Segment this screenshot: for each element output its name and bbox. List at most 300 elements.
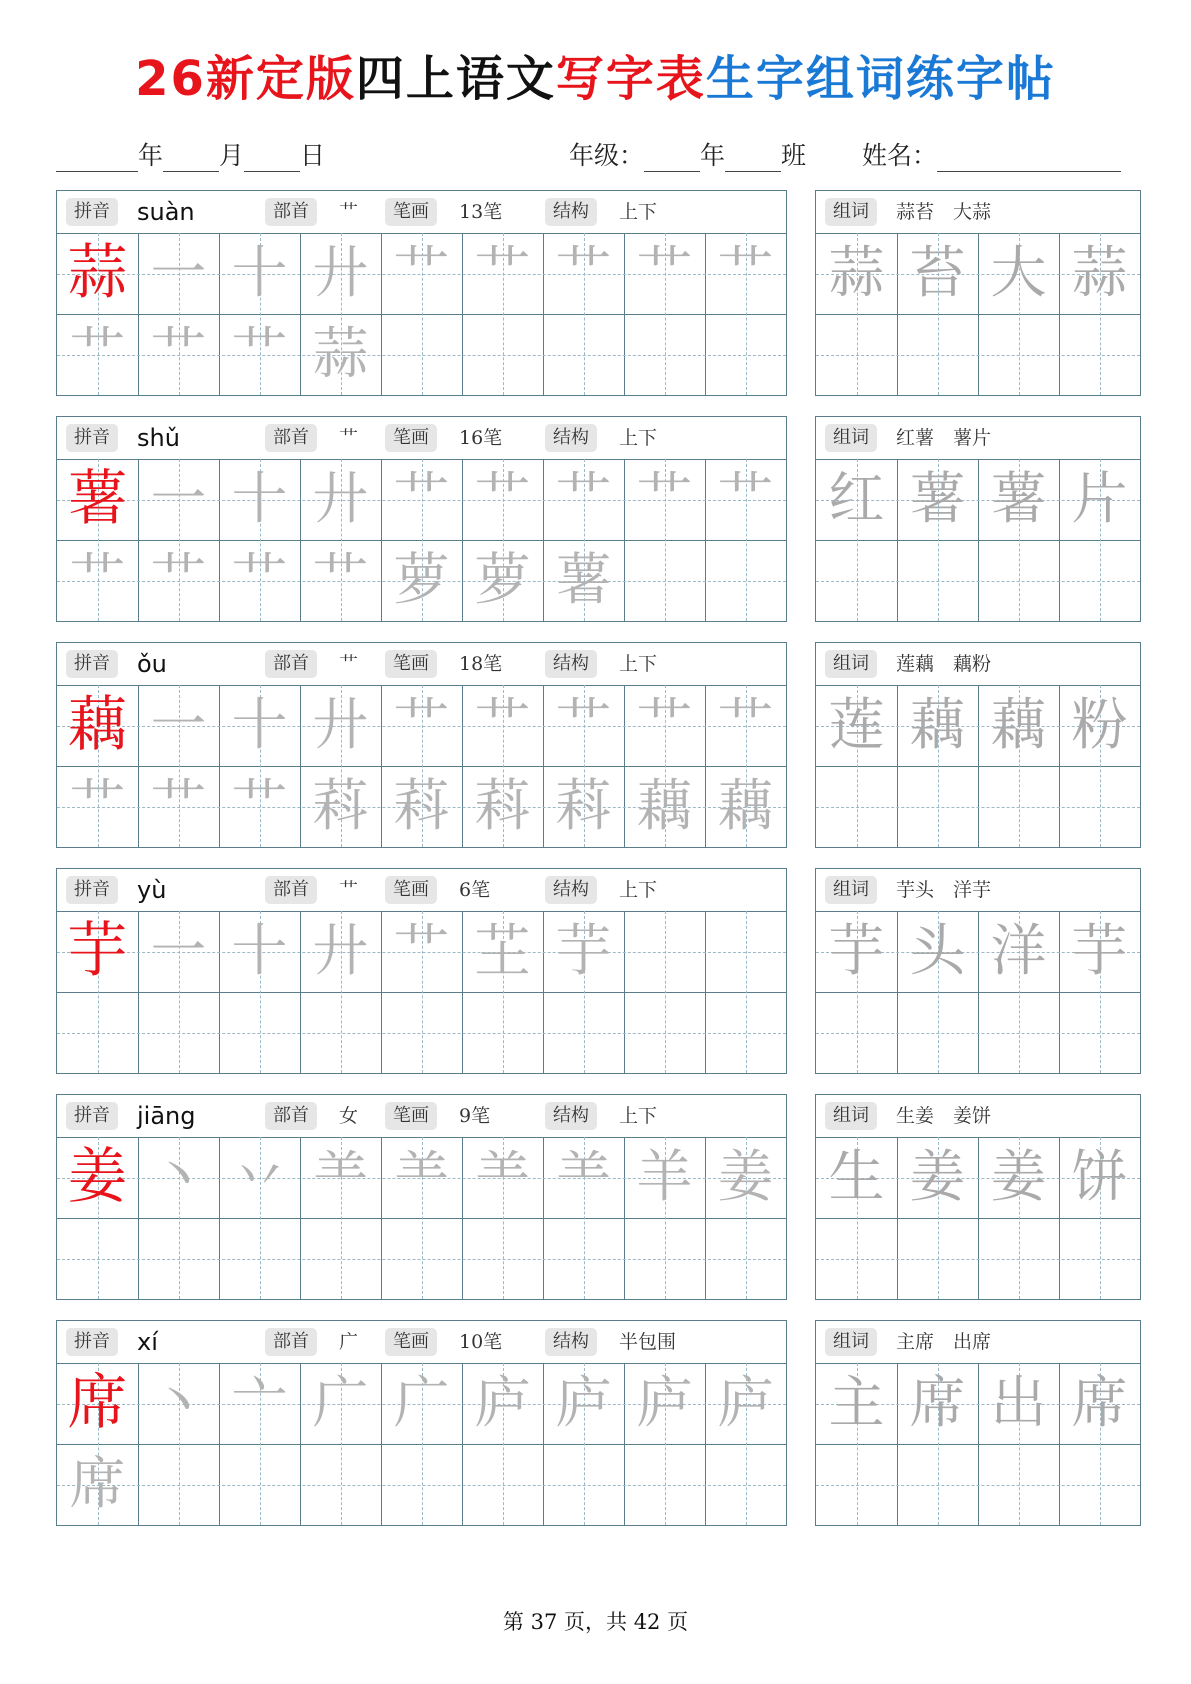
year-blank[interactable] <box>56 145 138 172</box>
stroke-order-block <box>56 642 787 848</box>
current-page: 37 <box>530 1610 558 1634</box>
strokes-value: 6笔 <box>459 879 491 901</box>
model-character: 芋 <box>67 916 128 986</box>
practice-cell[interactable] <box>1059 685 1140 766</box>
practice-cell[interactable] <box>705 233 786 314</box>
month-label: 月 <box>219 141 245 170</box>
words-tag: 组词 <box>825 876 877 904</box>
title-part-3: 写字表 <box>555 51 706 107</box>
practice-cell[interactable] <box>543 685 624 766</box>
radical-value: 广 <box>339 1331 359 1353</box>
stroke-step-character: 姜 <box>717 1145 774 1210</box>
total-pages: 42 <box>633 1610 661 1634</box>
practice-cell[interactable] <box>300 911 381 992</box>
practice-cell[interactable] <box>381 685 462 766</box>
practice-cell[interactable] <box>462 685 543 766</box>
stroke-step-character: 席 <box>69 1452 126 1517</box>
word-trace-character: 藕 <box>990 693 1047 758</box>
practice-cell[interactable] <box>897 1137 978 1218</box>
model-character: 薯 <box>67 464 128 534</box>
structure-value: 上下 <box>619 653 658 675</box>
structure-tag: 结构 <box>545 876 597 904</box>
stroke-order-block <box>56 868 787 1074</box>
grid-line <box>816 1218 1140 1219</box>
radical-value: 女 <box>339 1105 359 1127</box>
word-trace-character: 芋 <box>1071 919 1128 984</box>
practice-cell[interactable] <box>138 766 219 847</box>
practice-cell[interactable] <box>57 459 138 540</box>
structure-value: 上下 <box>619 879 658 901</box>
practice-cell[interactable] <box>57 540 138 621</box>
stroke-step-character: 艹 <box>474 467 531 532</box>
stroke-step-character: 廾 <box>312 467 369 532</box>
practice-cell[interactable] <box>219 314 300 395</box>
word-trace-character: 席 <box>909 1371 966 1436</box>
grade-year-blank[interactable] <box>644 145 700 172</box>
stroke-step-character: ⺷ <box>393 1145 450 1210</box>
practice-cell[interactable] <box>705 459 786 540</box>
stroke-step-character: 薯 <box>555 548 612 613</box>
word-trace-character: 苔 <box>909 241 966 306</box>
pinyin-value: jiāng <box>137 1102 196 1130</box>
practice-cell[interactable] <box>462 911 543 992</box>
stroke-step-character: 蒜 <box>312 322 369 387</box>
name-fields <box>862 136 1121 172</box>
stroke-step-character: 萝 <box>393 548 450 613</box>
stroke-step-character: ⺷ <box>555 1145 612 1210</box>
practice-cell[interactable] <box>705 766 786 847</box>
page-footer <box>0 1606 1191 1636</box>
stroke-step-character: 廾 <box>312 241 369 306</box>
practice-cell[interactable] <box>57 766 138 847</box>
practice-cell[interactable] <box>624 459 705 540</box>
stroke-step-character: 十 <box>231 241 288 306</box>
pinyin-value: xí <box>137 1328 158 1356</box>
strokes-value: 16笔 <box>459 427 503 449</box>
practice-cell[interactable] <box>381 1363 462 1444</box>
stroke-step-character: 芏 <box>474 919 531 984</box>
practice-cell[interactable] <box>816 233 897 314</box>
strokes-value: 18笔 <box>459 653 503 675</box>
model-character: 蒜 <box>67 238 128 308</box>
date-line <box>56 136 1136 172</box>
stroke-step-character: 艹 <box>717 467 774 532</box>
pinyin-value: ǒu <box>137 650 167 678</box>
practice-cell[interactable] <box>381 233 462 314</box>
stroke-step-character: 广 <box>393 1371 450 1436</box>
stroke-step-character: 艹 <box>69 322 126 387</box>
stroke-step-character: 十 <box>231 467 288 532</box>
stroke-step-character: 艹 <box>393 919 450 984</box>
word-trace-character: 大 <box>990 241 1047 306</box>
practice-cell[interactable] <box>381 766 462 847</box>
stroke-step-character: 廾 <box>312 919 369 984</box>
practice-cell[interactable] <box>624 685 705 766</box>
grade-fields <box>569 136 806 172</box>
practice-cell[interactable] <box>462 459 543 540</box>
structure-tag: 结构 <box>545 1328 597 1356</box>
practice-cell[interactable] <box>543 766 624 847</box>
words-value: 红薯 薯片 <box>896 427 992 449</box>
word-block <box>815 1320 1141 1526</box>
guide-line <box>57 1033 786 1034</box>
practice-cell[interactable] <box>219 911 300 992</box>
stroke-step-character: 艹 <box>393 693 450 758</box>
word-trace-character: 席 <box>1071 1371 1128 1436</box>
stroke-step-character: 艹 <box>474 241 531 306</box>
stroke-step-character: 艹 <box>636 467 693 532</box>
pinyin-tag: 拼音 <box>66 876 118 904</box>
practice-cell[interactable] <box>300 459 381 540</box>
grid-line <box>816 1444 1140 1445</box>
stroke-step-character: 羊 <box>636 1145 693 1210</box>
stroke-step-character: 萪 <box>474 774 531 839</box>
word-trace-character: 藕 <box>909 693 966 758</box>
practice-cell[interactable] <box>543 1137 624 1218</box>
radical-tag: 部首 <box>265 1328 317 1356</box>
stroke-step-character: 亠 <box>231 1371 288 1436</box>
practice-cell[interactable] <box>138 314 219 395</box>
grid-line <box>816 540 1140 541</box>
strokes-value: 10笔 <box>459 1331 503 1353</box>
radical-tag: 部首 <box>265 1102 317 1130</box>
practice-cell[interactable] <box>381 1137 462 1218</box>
stroke-step-character: 藕 <box>636 774 693 839</box>
guide-line <box>816 1485 1140 1486</box>
word-trace-character: 薯 <box>990 467 1047 532</box>
stroke-step-character: 廾 <box>312 693 369 758</box>
guide-line <box>665 911 666 1073</box>
stroke-step-character: 萪 <box>555 774 612 839</box>
word-block <box>815 1094 1141 1300</box>
practice-cell[interactable] <box>300 1363 381 1444</box>
stroke-step-character: 艹 <box>231 774 288 839</box>
practice-cell[interactable] <box>543 911 624 992</box>
practice-cell[interactable] <box>978 911 1059 992</box>
title-part-2: 四上语文 <box>355 51 556 107</box>
practice-cell[interactable] <box>462 766 543 847</box>
day-blank[interactable] <box>244 145 300 172</box>
structure-tag: 结构 <box>545 650 597 678</box>
practice-cell[interactable] <box>978 1363 1059 1444</box>
practice-cell[interactable] <box>300 314 381 395</box>
stroke-step-character: 艹 <box>555 693 612 758</box>
practice-cell[interactable] <box>897 459 978 540</box>
practice-cell[interactable] <box>816 459 897 540</box>
practice-cell[interactable] <box>897 685 978 766</box>
word-trace-character: 头 <box>909 919 966 984</box>
stroke-step-character: 一 <box>150 693 207 758</box>
practice-cell[interactable] <box>138 540 219 621</box>
word-trace-character: 出 <box>990 1371 1047 1436</box>
practice-cell[interactable] <box>138 459 219 540</box>
radical-value: 艹 <box>339 653 359 675</box>
pinyin-tag: 拼音 <box>66 1102 118 1130</box>
practice-cell[interactable] <box>219 685 300 766</box>
practice-cell[interactable] <box>978 685 1059 766</box>
word-trace-character: 粉 <box>1071 693 1128 758</box>
stroke-step-character: 艹 <box>150 322 207 387</box>
name-label: 姓名： <box>862 141 938 170</box>
practice-cell[interactable] <box>219 459 300 540</box>
strokes-value: 13笔 <box>459 201 503 223</box>
structure-tag: 结构 <box>545 1102 597 1130</box>
stroke-step-character: 十 <box>231 693 288 758</box>
year-label: 年 <box>138 141 164 170</box>
stroke-step-character: ⺷ <box>474 1145 531 1210</box>
stroke-step-character: 萝 <box>474 548 531 613</box>
practice-cell[interactable] <box>219 233 300 314</box>
practice-cell[interactable] <box>624 766 705 847</box>
words-tag: 组词 <box>825 1328 877 1356</box>
practice-cell[interactable] <box>381 911 462 992</box>
stroke-step-character: 艹 <box>312 548 369 613</box>
stroke-order-block <box>56 190 787 396</box>
footer-prefix: 第 <box>502 1610 524 1634</box>
radical-value: 艹 <box>339 201 359 223</box>
practice-cell[interactable] <box>138 911 219 992</box>
grade-label: 年级： <box>569 141 645 170</box>
page-title <box>0 40 1191 109</box>
title-part-1: 26新定版 <box>135 51 356 107</box>
practice-cell[interactable] <box>138 233 219 314</box>
word-trace-character: 姜 <box>909 1145 966 1210</box>
model-character: 席 <box>67 1368 128 1438</box>
practice-cell[interactable] <box>138 685 219 766</box>
structure-value: 上下 <box>619 427 658 449</box>
pinyin-tag: 拼音 <box>66 424 118 452</box>
strokes-value: 9笔 <box>459 1105 491 1127</box>
practice-cell[interactable] <box>219 1363 300 1444</box>
practice-cell[interactable] <box>138 1363 219 1444</box>
pinyin-tag: 拼音 <box>66 650 118 678</box>
stroke-step-character: 芋 <box>555 919 612 984</box>
practice-cell[interactable] <box>57 911 138 992</box>
stroke-step-character: 藕 <box>717 774 774 839</box>
pinyin-tag: 拼音 <box>66 198 118 226</box>
stroke-step-character: 十 <box>231 919 288 984</box>
practice-cell[interactable] <box>978 459 1059 540</box>
practice-cell[interactable] <box>138 1137 219 1218</box>
stroke-step-character: 丶 <box>150 1145 207 1210</box>
grade-class-blank[interactable] <box>725 145 781 172</box>
practice-cell[interactable] <box>462 540 543 621</box>
guide-line <box>57 1259 786 1260</box>
practice-cell[interactable] <box>57 1444 138 1525</box>
stroke-step-character: 庐 <box>636 1371 693 1436</box>
practice-cell[interactable] <box>300 766 381 847</box>
word-block <box>815 642 1141 848</box>
footer-suffix: 页 <box>667 1610 689 1634</box>
guide-line <box>816 807 1140 808</box>
stroke-step-character: 艹 <box>69 548 126 613</box>
strokes-tag: 笔画 <box>385 424 437 452</box>
stroke-order-block <box>56 1094 787 1300</box>
practice-cell[interactable] <box>381 459 462 540</box>
stroke-step-character: 丶 <box>150 1371 207 1436</box>
practice-cell[interactable] <box>705 685 786 766</box>
radical-tag: 部首 <box>265 198 317 226</box>
word-trace-character: 红 <box>828 467 885 532</box>
guide-line <box>816 355 1140 356</box>
words-tag: 组词 <box>825 1102 877 1130</box>
stroke-step-character: 一 <box>150 241 207 306</box>
practice-cell[interactable] <box>219 1137 300 1218</box>
stroke-step-character: 艹 <box>150 548 207 613</box>
stroke-step-character: 一 <box>150 467 207 532</box>
word-trace-character: 蒜 <box>828 241 885 306</box>
practice-cell[interactable] <box>219 540 300 621</box>
grid-line <box>816 992 1140 993</box>
stroke-step-character: 广 <box>312 1371 369 1436</box>
practice-cell[interactable] <box>897 233 978 314</box>
guide-line <box>816 581 1140 582</box>
practice-cell[interactable] <box>816 685 897 766</box>
practice-cell[interactable] <box>1059 911 1140 992</box>
footer-mid: 页，共 <box>564 1610 627 1634</box>
structure-value: 半包围 <box>619 1331 677 1353</box>
guide-line <box>746 911 747 1073</box>
strokes-tag: 笔画 <box>385 876 437 904</box>
practice-cell[interactable] <box>705 1363 786 1444</box>
words-value: 生姜 姜饼 <box>896 1105 992 1127</box>
words-value: 莲藕 藕粉 <box>896 653 992 675</box>
stroke-step-character: 艹 <box>717 693 774 758</box>
month-blank[interactable] <box>163 145 219 172</box>
stroke-step-character: 艹 <box>393 241 450 306</box>
practice-cell[interactable] <box>624 1363 705 1444</box>
stroke-step-character: 艹 <box>555 467 612 532</box>
practice-cell[interactable] <box>57 685 138 766</box>
practice-cell[interactable] <box>1059 233 1140 314</box>
practice-cell[interactable] <box>978 233 1059 314</box>
stroke-step-character: 萪 <box>393 774 450 839</box>
date-fields <box>56 136 325 172</box>
name-blank[interactable] <box>937 145 1121 172</box>
strokes-tag: 笔画 <box>385 1328 437 1356</box>
stroke-order-block <box>56 1320 787 1526</box>
word-trace-character: 姜 <box>990 1145 1047 1210</box>
grid-line <box>816 314 1140 315</box>
stroke-order-block <box>56 416 787 622</box>
practice-cell[interactable] <box>816 1363 897 1444</box>
stroke-step-character: ⺷ <box>312 1145 369 1210</box>
practice-cell[interactable] <box>57 1363 138 1444</box>
radical-tag: 部首 <box>265 650 317 678</box>
radical-value: 艹 <box>339 427 359 449</box>
practice-cell[interactable] <box>816 911 897 992</box>
word-trace-character: 主 <box>828 1371 885 1436</box>
practice-cell[interactable] <box>1059 1363 1140 1444</box>
structure-tag: 结构 <box>545 198 597 226</box>
practice-cell[interactable] <box>462 1363 543 1444</box>
pinyin-value: suàn <box>137 198 195 226</box>
practice-cell[interactable] <box>57 1137 138 1218</box>
word-trace-character: 片 <box>1071 467 1128 532</box>
stroke-step-character: 艹 <box>636 693 693 758</box>
practice-cell[interactable] <box>543 1363 624 1444</box>
guide-line <box>816 1259 1140 1260</box>
grade-year-label: 年 <box>700 141 726 170</box>
pinyin-value: shǔ <box>137 424 180 452</box>
word-trace-character: 饼 <box>1071 1145 1128 1210</box>
words-tag: 组词 <box>825 650 877 678</box>
strokes-tag: 笔画 <box>385 198 437 226</box>
practice-cell[interactable] <box>543 540 624 621</box>
guide-line <box>57 1485 786 1486</box>
strokes-tag: 笔画 <box>385 650 437 678</box>
pinyin-tag: 拼音 <box>66 1328 118 1356</box>
stroke-step-character: 庐 <box>555 1371 612 1436</box>
practice-cell[interactable] <box>462 233 543 314</box>
radical-value: 艹 <box>339 879 359 901</box>
word-trace-character: 生 <box>828 1145 885 1210</box>
words-tag: 组词 <box>825 424 877 452</box>
strokes-tag: 笔画 <box>385 1102 437 1130</box>
practice-cell[interactable] <box>300 233 381 314</box>
structure-tag: 结构 <box>545 424 597 452</box>
stroke-step-character: 艹 <box>717 241 774 306</box>
word-block <box>815 868 1141 1074</box>
word-trace-character: 洋 <box>990 919 1047 984</box>
practice-cell[interactable] <box>897 1363 978 1444</box>
practice-cell[interactable] <box>705 1137 786 1218</box>
word-block <box>815 190 1141 396</box>
practice-cell[interactable] <box>1059 1137 1140 1218</box>
stroke-step-character: 艹 <box>474 693 531 758</box>
words-value: 芋头 洋芋 <box>896 879 992 901</box>
practice-cell[interactable] <box>219 766 300 847</box>
stroke-step-character: 丷 <box>231 1145 288 1210</box>
word-trace-character: 薯 <box>909 467 966 532</box>
model-character: 藕 <box>67 690 128 760</box>
word-trace-character: 蒜 <box>1071 241 1128 306</box>
grade-class-label: 班 <box>781 141 807 170</box>
practice-cell[interactable] <box>300 685 381 766</box>
word-block <box>815 416 1141 622</box>
stroke-step-character: 艹 <box>393 467 450 532</box>
stroke-step-character: 一 <box>150 919 207 984</box>
stroke-step-character: 萪 <box>312 774 369 839</box>
stroke-step-character: 艹 <box>555 241 612 306</box>
stroke-step-character: 艹 <box>150 774 207 839</box>
practice-cell[interactable] <box>57 314 138 395</box>
day-label: 日 <box>300 141 326 170</box>
practice-cell[interactable] <box>300 1137 381 1218</box>
stroke-step-character: 艹 <box>69 774 126 839</box>
practice-cell[interactable] <box>543 233 624 314</box>
practice-cell[interactable] <box>300 540 381 621</box>
model-character: 姜 <box>67 1142 128 1212</box>
practice-cell[interactable] <box>624 233 705 314</box>
radical-tag: 部首 <box>265 424 317 452</box>
practice-cell[interactable] <box>624 1137 705 1218</box>
practice-cell[interactable] <box>816 1137 897 1218</box>
word-trace-character: 芋 <box>828 919 885 984</box>
practice-cell[interactable] <box>381 540 462 621</box>
words-value: 蒜苔 大蒜 <box>896 201 992 223</box>
practice-cell[interactable] <box>978 1137 1059 1218</box>
word-trace-character: 莲 <box>828 693 885 758</box>
practice-cell[interactable] <box>57 233 138 314</box>
words-value: 主席 出席 <box>896 1331 992 1353</box>
structure-value: 上下 <box>619 201 658 223</box>
practice-cell[interactable] <box>897 911 978 992</box>
practice-cell[interactable] <box>462 1137 543 1218</box>
practice-cell[interactable] <box>1059 459 1140 540</box>
guide-line <box>816 1033 1140 1034</box>
practice-cell[interactable] <box>543 459 624 540</box>
